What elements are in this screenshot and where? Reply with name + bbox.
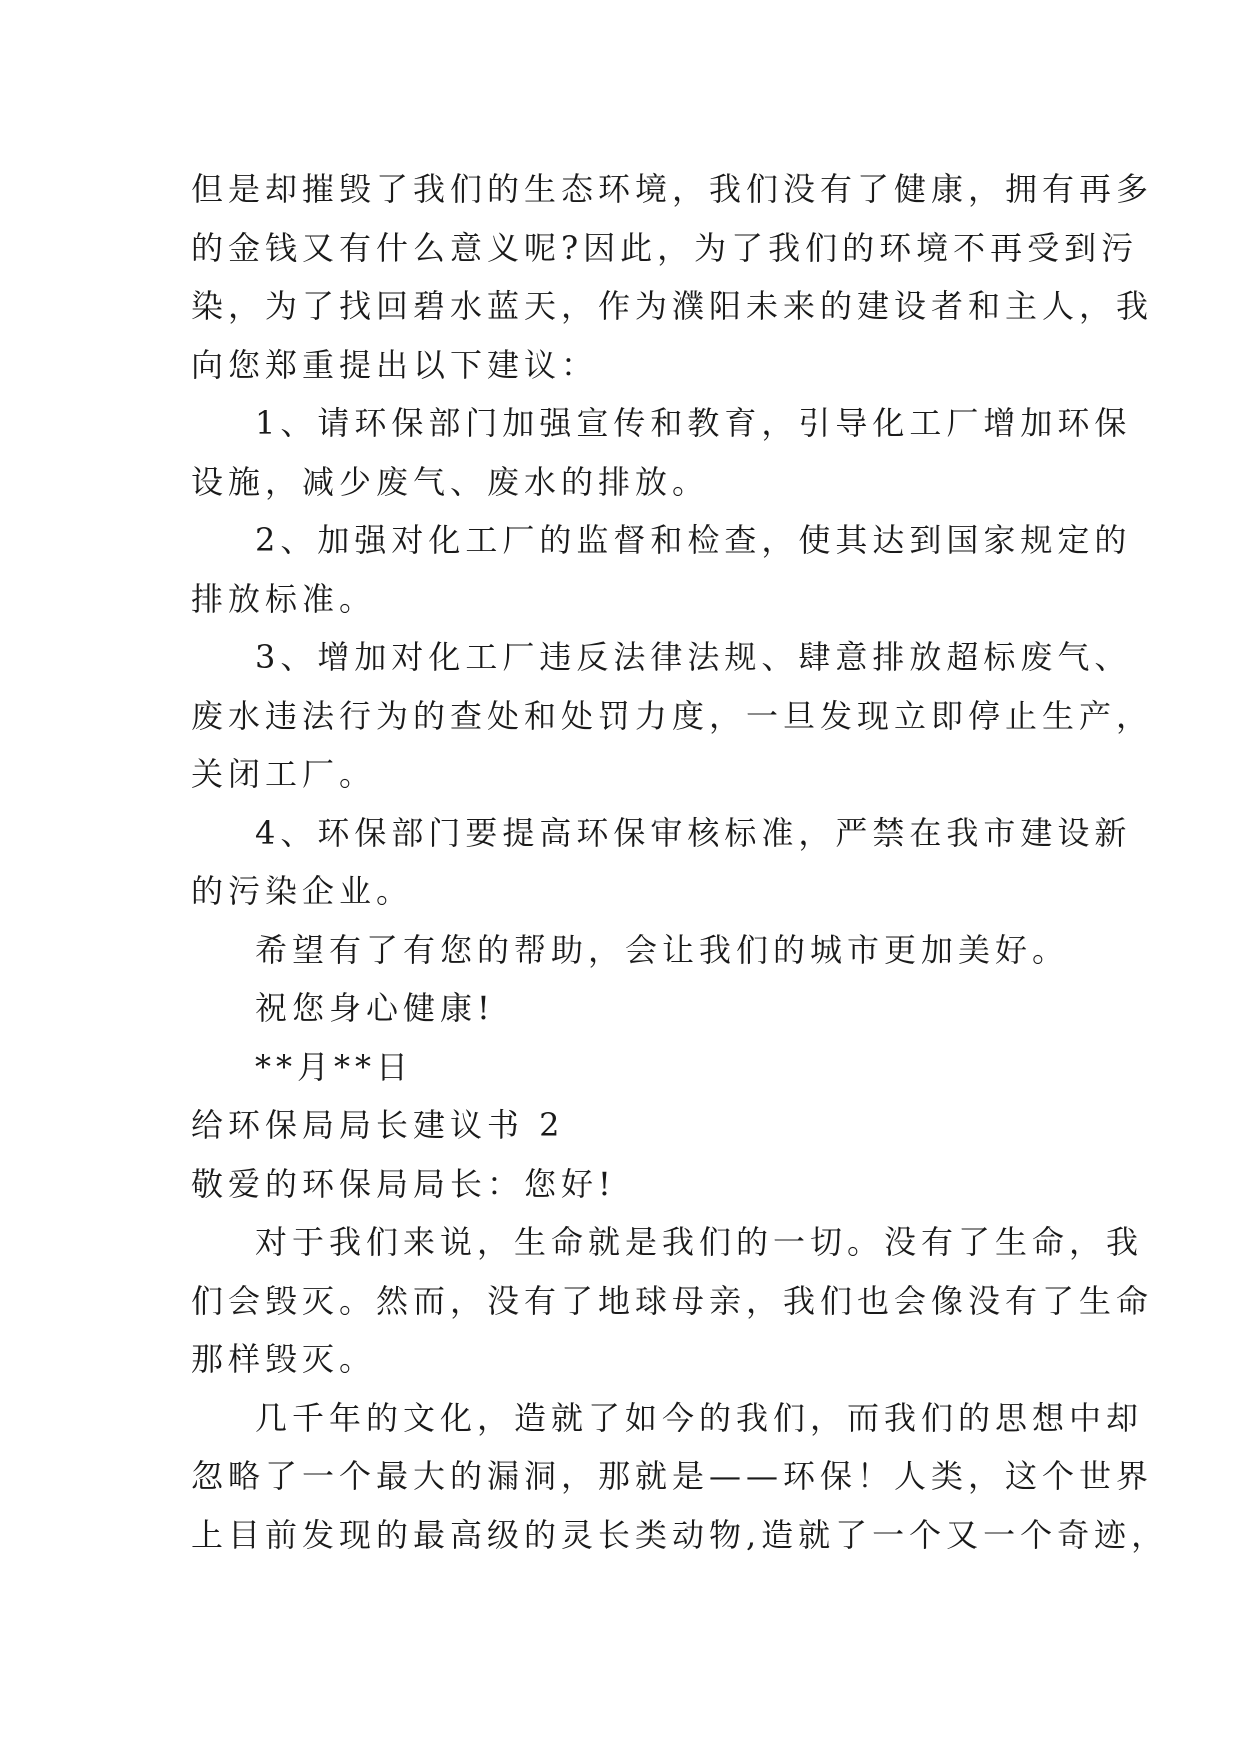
- text-line: 但是却摧毁了我们的生态环境，我们没有了健康，拥有再多: [191, 170, 1154, 208]
- text-line: 的金钱又有什么意义呢?因此，为了我们的环境不再受到污: [191, 228, 1139, 267]
- text-line: 废水违法行为的查处和处罚力度，一旦发现立即停止生产，: [191, 696, 1154, 735]
- text-line: 的污染企业。: [191, 872, 414, 910]
- text-line: 忽略了一个最大的漏洞，那就是——环保！人类，这个世界: [191, 1457, 1154, 1495]
- text-line: 2、加强对化工厂的监督和检查，使其达到国家规定的: [255, 521, 1132, 559]
- text-line: 给环保局局长建议书 2: [191, 1106, 565, 1144]
- text-line: 染，为了找回碧水蓝天，作为濮阳未来的建设者和主人，我: [191, 287, 1154, 325]
- text-line: 那样毁灭。: [191, 1340, 377, 1378]
- text-line: 几千年的文化，造就了如今的我们，而我们的思想中却: [255, 1398, 1144, 1437]
- text-line: 敬爱的环保局局长：您好!: [191, 1164, 616, 1203]
- text-line: 上目前发现的最高级的灵长类动物,造就了一个又一个奇迹，: [191, 1515, 1169, 1554]
- text-line: 希望有了有您的帮助，会让我们的城市更加美好。: [255, 930, 1070, 969]
- text-line: 们会毁灭。然而，没有了地球母亲，我们也会像没有了生命: [191, 1281, 1154, 1320]
- text-line: 关闭工厂。: [191, 755, 377, 793]
- text-line: 4、环保部门要提高环保审核标准，严禁在我市建设新: [255, 813, 1132, 852]
- text-line: 向您郑重提出以下建议：: [191, 345, 599, 384]
- text-line: 3、增加对化工厂违反法律法规、肆意排放超标废气、: [255, 638, 1132, 676]
- text-line: 祝您身心健康!: [255, 989, 495, 1027]
- text-line: 排放标准。: [191, 579, 377, 618]
- text-line: 对于我们来说，生命就是我们的一切。没有了生命，我: [255, 1223, 1144, 1261]
- text-line: **月**日: [255, 1047, 414, 1086]
- document-body: [191, 160, 1169, 1564]
- text-line: 设施，减少废气、废水的排放。: [191, 462, 710, 501]
- text-line: 1、请环保部门加强宣传和教育，引导化工厂增加环保: [255, 404, 1132, 442]
